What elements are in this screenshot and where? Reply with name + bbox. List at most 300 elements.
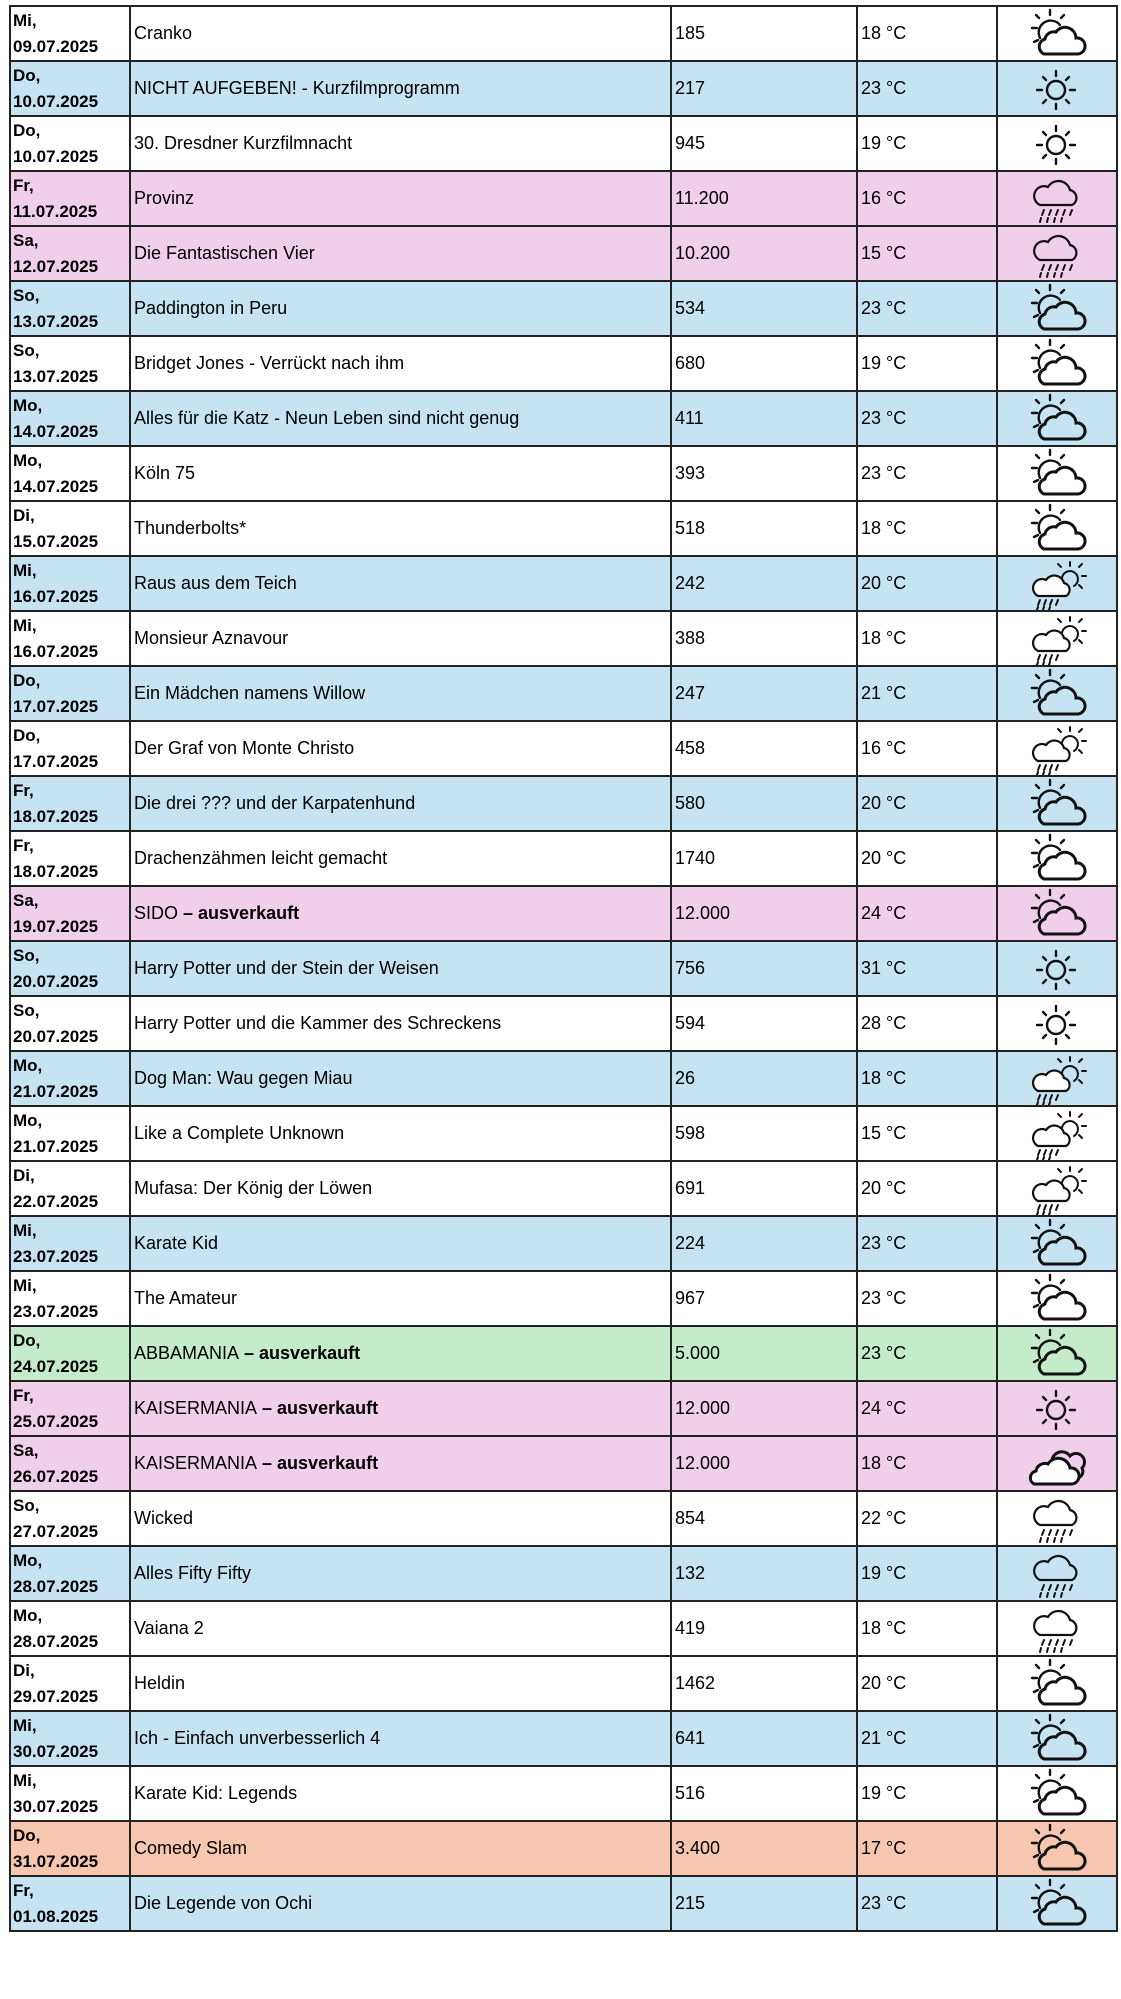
date-cell bbox=[10, 391, 130, 446]
sun-cloud-icon bbox=[1026, 393, 1088, 445]
temperature-cell bbox=[857, 556, 997, 611]
event-title-cell bbox=[130, 1656, 671, 1711]
visitor-count: 680 bbox=[675, 353, 706, 373]
sun-cloud-icon bbox=[1026, 448, 1088, 500]
visitors-cell bbox=[671, 1216, 857, 1271]
date-label: 14.07.2025 bbox=[13, 477, 99, 496]
date-cell bbox=[10, 1766, 130, 1821]
weather-cell bbox=[997, 1051, 1117, 1106]
visitors-cell bbox=[671, 446, 857, 501]
date-label: 18.07.2025 bbox=[13, 862, 99, 881]
event-title: The Amateur bbox=[134, 1288, 238, 1308]
weekday-label: Fr, bbox=[13, 1386, 34, 1405]
temperature-cell bbox=[857, 336, 997, 391]
date-cell bbox=[10, 116, 130, 171]
sun-cloud-icon bbox=[1026, 1878, 1088, 1930]
date-cell bbox=[10, 1876, 130, 1931]
weather-cell bbox=[997, 1491, 1117, 1546]
visitors-cell bbox=[671, 1381, 857, 1436]
date-cell bbox=[10, 996, 130, 1051]
sun-cloud-icon bbox=[1026, 1658, 1088, 1710]
table-row bbox=[10, 941, 1117, 996]
event-title: Dog Man: Wau gegen Miau bbox=[134, 1068, 353, 1088]
weekday-label: Mo, bbox=[13, 1111, 43, 1130]
event-title: Drachenzähmen leicht gemacht bbox=[134, 848, 388, 868]
temperature: 20 °C bbox=[861, 1673, 907, 1693]
rain-icon bbox=[1026, 173, 1088, 225]
table-row bbox=[10, 446, 1117, 501]
date-label: 09.07.2025 bbox=[13, 37, 99, 56]
weekday-label: So, bbox=[13, 1001, 40, 1020]
temperature-cell bbox=[857, 1216, 997, 1271]
date-label: 20.07.2025 bbox=[13, 972, 99, 991]
date-cell bbox=[10, 721, 130, 776]
date-label: 18.07.2025 bbox=[13, 807, 99, 826]
weekday-label: Do, bbox=[13, 726, 41, 745]
weekday-label: Di, bbox=[13, 1166, 35, 1185]
table-row bbox=[10, 776, 1117, 831]
date-label: 29.07.2025 bbox=[13, 1687, 99, 1706]
table-row bbox=[10, 1326, 1117, 1381]
date-cell bbox=[10, 226, 130, 281]
visitors-cell bbox=[671, 611, 857, 666]
event-title: Vaiana 2 bbox=[134, 1618, 204, 1638]
clouds-icon bbox=[1026, 1438, 1088, 1490]
event-title-cell bbox=[130, 1821, 671, 1876]
date-cell bbox=[10, 1601, 130, 1656]
sun-cloud-icon bbox=[1026, 888, 1088, 940]
weekday-label: Sa, bbox=[13, 891, 39, 910]
visitor-count: 3.400 bbox=[675, 1838, 721, 1858]
date-cell bbox=[10, 1821, 130, 1876]
table-row bbox=[10, 6, 1117, 61]
date-cell bbox=[10, 1656, 130, 1711]
event-title-cell bbox=[130, 1271, 671, 1326]
visitor-count: 12.000 bbox=[675, 1398, 731, 1418]
temperature-cell bbox=[857, 996, 997, 1051]
temperature-cell bbox=[857, 776, 997, 831]
sun-cloud-icon bbox=[1026, 1273, 1088, 1325]
event-title-cell bbox=[130, 1216, 671, 1271]
weather-cell bbox=[997, 666, 1117, 721]
date-cell bbox=[10, 1271, 130, 1326]
event-title: Alles für die Katz - Neun Leben sind nicht genug bbox=[134, 408, 520, 428]
temperature: 15 °C bbox=[861, 243, 907, 263]
date-cell bbox=[10, 6, 130, 61]
date-cell bbox=[10, 171, 130, 226]
visitors-cell bbox=[671, 1766, 857, 1821]
event-title: KAISERMANIA bbox=[134, 1398, 258, 1418]
sun-cloud-icon bbox=[1026, 1768, 1088, 1820]
visitor-count: 411 bbox=[675, 408, 704, 428]
visitors-cell bbox=[671, 226, 857, 281]
weekday-label: Sa, bbox=[13, 1441, 39, 1460]
weather-cell bbox=[997, 226, 1117, 281]
date-label: 24.07.2025 bbox=[13, 1357, 99, 1376]
weekday-label: Do, bbox=[13, 66, 41, 85]
visitor-count: 419 bbox=[675, 1618, 706, 1638]
table-row bbox=[10, 281, 1117, 336]
date-cell bbox=[10, 556, 130, 611]
table-row bbox=[10, 1876, 1117, 1931]
weekday-label: Mo, bbox=[13, 1606, 43, 1625]
event-title: Alles Fifty Fifty bbox=[134, 1563, 252, 1583]
temperature: 16 °C bbox=[861, 188, 907, 208]
temperature-cell bbox=[857, 721, 997, 776]
event-title-cell bbox=[130, 721, 671, 776]
visitor-count: 641 bbox=[675, 1728, 706, 1748]
event-title-cell bbox=[130, 1601, 671, 1656]
event-title-cell bbox=[130, 831, 671, 886]
event-title-cell bbox=[130, 501, 671, 556]
date-label: 13.07.2025 bbox=[13, 367, 99, 386]
visitors-cell bbox=[671, 886, 857, 941]
visitor-count: 534 bbox=[675, 298, 706, 318]
event-title: Die Legende von Ochi bbox=[134, 1893, 313, 1913]
event-title-cell bbox=[130, 996, 671, 1051]
date-label: 16.07.2025 bbox=[13, 587, 99, 606]
temperature-cell bbox=[857, 1106, 997, 1161]
date-label: 17.07.2025 bbox=[13, 752, 99, 771]
visitor-count: 185 bbox=[675, 23, 706, 43]
event-title-cell bbox=[130, 1491, 671, 1546]
date-cell bbox=[10, 501, 130, 556]
weekday-label: Do, bbox=[13, 1826, 41, 1845]
temperature: 23 °C bbox=[861, 1233, 907, 1253]
weekday-label: So, bbox=[13, 1496, 40, 1515]
temperature-cell bbox=[857, 831, 997, 886]
sun-cloud-icon bbox=[1026, 668, 1088, 720]
date-label: 12.07.2025 bbox=[13, 257, 99, 276]
sun-cloud-rain-icon bbox=[1026, 613, 1088, 665]
visitor-count: 1462 bbox=[675, 1673, 716, 1693]
visitors-cell bbox=[671, 776, 857, 831]
event-title: NICHT AUFGEBEN! - Kurzfilmprogramm bbox=[134, 78, 460, 98]
rain-icon bbox=[1026, 228, 1088, 280]
temperature-cell bbox=[857, 941, 997, 996]
event-title: Der Graf von Monte Christo bbox=[134, 738, 355, 758]
date-cell bbox=[10, 61, 130, 116]
event-title-cell bbox=[130, 281, 671, 336]
date-cell bbox=[10, 1326, 130, 1381]
visitors-cell bbox=[671, 1656, 857, 1711]
weather-cell bbox=[997, 1821, 1117, 1876]
event-title-cell bbox=[130, 1326, 671, 1381]
visitors-cell bbox=[671, 666, 857, 721]
date-label: 25.07.2025 bbox=[13, 1412, 99, 1431]
event-title: Ein Mädchen namens Willow bbox=[134, 683, 366, 703]
sun-cloud-rain-icon bbox=[1026, 1108, 1088, 1160]
temperature: 19 °C bbox=[861, 1563, 907, 1583]
weather-cell bbox=[997, 391, 1117, 446]
temperature: 23 °C bbox=[861, 1343, 907, 1363]
rain-icon bbox=[1026, 1603, 1088, 1655]
date-label: 15.07.2025 bbox=[13, 532, 99, 551]
event-title: KAISERMANIA bbox=[134, 1453, 258, 1473]
visitor-count: 393 bbox=[675, 463, 706, 483]
visitors-cell bbox=[671, 1161, 857, 1216]
date-cell bbox=[10, 886, 130, 941]
date-cell bbox=[10, 611, 130, 666]
visitors-cell bbox=[671, 1821, 857, 1876]
date-label: 01.08.2025 bbox=[13, 1907, 99, 1926]
event-title: Mufasa: Der König der Löwen bbox=[134, 1178, 373, 1198]
weekday-label: Mi, bbox=[13, 1716, 37, 1735]
temperature: 18 °C bbox=[861, 1068, 907, 1088]
sun-icon bbox=[1026, 998, 1088, 1050]
event-title: Die drei ??? und der Karpatenhund bbox=[134, 793, 416, 813]
weather-cell bbox=[997, 171, 1117, 226]
temperature: 28 °C bbox=[861, 1013, 907, 1033]
sun-cloud-rain-icon bbox=[1026, 1053, 1088, 1105]
visitors-cell bbox=[671, 171, 857, 226]
weekday-label: Mi, bbox=[13, 561, 37, 580]
visitor-count: 945 bbox=[675, 133, 706, 153]
temperature: 24 °C bbox=[861, 903, 907, 923]
table-row bbox=[10, 1656, 1117, 1711]
weekday-label: Mi, bbox=[13, 1771, 37, 1790]
visitor-count: 458 bbox=[675, 738, 706, 758]
temperature: 23 °C bbox=[861, 78, 907, 98]
event-title-cell bbox=[130, 886, 671, 941]
weather-cell bbox=[997, 776, 1117, 831]
visitor-count: 1740 bbox=[675, 848, 716, 868]
weather-cell bbox=[997, 721, 1117, 776]
weekday-label: Mo, bbox=[13, 1056, 43, 1075]
temperature-cell bbox=[857, 116, 997, 171]
table-row bbox=[10, 556, 1117, 611]
weekday-label: Do, bbox=[13, 671, 41, 690]
event-title-cell bbox=[130, 1711, 671, 1766]
event-title-cell bbox=[130, 1106, 671, 1161]
event-title-cell bbox=[130, 61, 671, 116]
date-label: 20.07.2025 bbox=[13, 1027, 99, 1046]
visitor-count: 247 bbox=[675, 683, 706, 703]
weekday-label: So, bbox=[13, 286, 40, 305]
temperature: 19 °C bbox=[861, 133, 907, 153]
sun-cloud-rain-icon bbox=[1026, 558, 1088, 610]
event-title-cell bbox=[130, 6, 671, 61]
event-title: 30. Dresdner Kurzfilmnacht bbox=[134, 133, 353, 153]
visitors-cell bbox=[671, 501, 857, 556]
visitors-cell bbox=[671, 281, 857, 336]
temperature-cell bbox=[857, 1161, 997, 1216]
event-title-cell bbox=[130, 556, 671, 611]
event-title-cell bbox=[130, 446, 671, 501]
table-row bbox=[10, 61, 1117, 116]
event-title-cell bbox=[130, 666, 671, 721]
sun-icon bbox=[1026, 118, 1088, 170]
weekday-label: Fr, bbox=[13, 781, 34, 800]
weekday-label: Mo, bbox=[13, 451, 43, 470]
temperature: 23 °C bbox=[861, 463, 907, 483]
temperature: 15 °C bbox=[861, 1123, 907, 1143]
visitors-cell bbox=[671, 556, 857, 611]
visitor-count: 11.200 bbox=[675, 188, 729, 208]
event-title-cell bbox=[130, 391, 671, 446]
weather-cell bbox=[997, 1601, 1117, 1656]
temperature: 23 °C bbox=[861, 1893, 907, 1913]
date-label: 10.07.2025 bbox=[13, 147, 99, 166]
temperature-cell bbox=[857, 611, 997, 666]
weekday-label: Fr, bbox=[13, 1881, 34, 1900]
temperature-cell bbox=[857, 6, 997, 61]
temperature: 18 °C bbox=[861, 23, 907, 43]
weekday-label: Do, bbox=[13, 121, 41, 140]
temperature: 17 °C bbox=[861, 1838, 907, 1858]
temperature-cell bbox=[857, 1436, 997, 1491]
table-row bbox=[10, 611, 1117, 666]
visitor-count: 12.000 bbox=[675, 903, 731, 923]
date-cell bbox=[10, 1106, 130, 1161]
temperature-cell bbox=[857, 171, 997, 226]
date-cell bbox=[10, 1491, 130, 1546]
temperature-cell bbox=[857, 61, 997, 116]
visitors-cell bbox=[671, 1546, 857, 1601]
date-label: 26.07.2025 bbox=[13, 1467, 99, 1486]
date-cell bbox=[10, 336, 130, 391]
event-title-cell bbox=[130, 1381, 671, 1436]
rain-icon bbox=[1026, 1548, 1088, 1600]
visitor-count: 516 bbox=[675, 1783, 706, 1803]
visitor-count: 854 bbox=[675, 1508, 706, 1528]
visitor-count: 580 bbox=[675, 793, 706, 813]
visitor-count: 5.000 bbox=[675, 1343, 721, 1363]
temperature-cell bbox=[857, 446, 997, 501]
weather-cell bbox=[997, 996, 1117, 1051]
event-title: SIDO bbox=[134, 903, 179, 923]
event-title: Karate Kid: Legends bbox=[134, 1783, 298, 1803]
event-title: Karate Kid bbox=[134, 1233, 219, 1253]
event-title-cell bbox=[130, 1546, 671, 1601]
event-title: ABBAMANIA bbox=[134, 1343, 240, 1363]
date-cell bbox=[10, 446, 130, 501]
sun-icon bbox=[1026, 943, 1088, 995]
temperature: 22 °C bbox=[861, 1508, 907, 1528]
date-label: 17.07.2025 bbox=[13, 697, 99, 716]
event-title: Thunderbolts* bbox=[134, 518, 247, 538]
soldout-label: – ausverkauft bbox=[257, 1453, 379, 1473]
weather-cell bbox=[997, 446, 1117, 501]
event-title: Paddington in Peru bbox=[134, 298, 288, 318]
event-title: Ich - Einfach unverbesserlich 4 bbox=[134, 1728, 381, 1748]
temperature-cell bbox=[857, 1051, 997, 1106]
date-label: 28.07.2025 bbox=[13, 1632, 99, 1651]
temperature: 23 °C bbox=[861, 1288, 907, 1308]
weather-cell bbox=[997, 1876, 1117, 1931]
date-cell bbox=[10, 831, 130, 886]
visitors-cell bbox=[671, 391, 857, 446]
event-title: Monsieur Aznavour bbox=[134, 628, 289, 648]
event-title-cell bbox=[130, 1161, 671, 1216]
date-cell bbox=[10, 1436, 130, 1491]
date-cell bbox=[10, 1711, 130, 1766]
table-row bbox=[10, 1821, 1117, 1876]
visitor-count: 215 bbox=[675, 1893, 706, 1913]
visitor-count: 518 bbox=[675, 518, 706, 538]
temperature-cell bbox=[857, 1491, 997, 1546]
visitor-count: 217 bbox=[675, 78, 706, 98]
weather-cell bbox=[997, 1161, 1117, 1216]
date-label: 22.07.2025 bbox=[13, 1192, 99, 1211]
temperature: 23 °C bbox=[861, 298, 907, 318]
date-cell bbox=[10, 941, 130, 996]
date-cell bbox=[10, 1381, 130, 1436]
visitors-cell bbox=[671, 831, 857, 886]
weather-cell bbox=[997, 886, 1117, 941]
temperature-cell bbox=[857, 1656, 997, 1711]
visitors-cell bbox=[671, 941, 857, 996]
date-label: 11.07.2025 bbox=[13, 202, 98, 221]
temperature: 20 °C bbox=[861, 793, 907, 813]
visitors-cell bbox=[671, 1271, 857, 1326]
sun-cloud-icon bbox=[1026, 8, 1088, 60]
table-row bbox=[10, 116, 1117, 171]
weekday-label: Fr, bbox=[13, 176, 34, 195]
event-title: Wicked bbox=[134, 1508, 194, 1528]
visitors-cell bbox=[671, 721, 857, 776]
table-row bbox=[10, 1271, 1117, 1326]
weekday-label: Mo, bbox=[13, 396, 43, 415]
visitors-cell bbox=[671, 116, 857, 171]
table-row bbox=[10, 1601, 1117, 1656]
event-title: Harry Potter und die Kammer des Schreckens bbox=[134, 1013, 502, 1033]
event-title-cell bbox=[130, 226, 671, 281]
temperature-cell bbox=[857, 1821, 997, 1876]
table-row bbox=[10, 226, 1117, 281]
soldout-label: – ausverkauft bbox=[239, 1343, 361, 1363]
weather-cell bbox=[997, 1711, 1117, 1766]
date-label: 21.07.2025 bbox=[13, 1137, 99, 1156]
weather-cell bbox=[997, 1381, 1117, 1436]
sun-icon bbox=[1026, 63, 1088, 115]
date-label: 10.07.2025 bbox=[13, 92, 99, 111]
weather-cell bbox=[997, 611, 1117, 666]
weekday-label: Mi, bbox=[13, 11, 37, 30]
table-row bbox=[10, 831, 1117, 886]
temperature: 18 °C bbox=[861, 1618, 907, 1638]
temperature: 18 °C bbox=[861, 1453, 907, 1473]
weather-cell bbox=[997, 6, 1117, 61]
date-label: 30.07.2025 bbox=[13, 1742, 99, 1761]
visitors-cell bbox=[671, 1326, 857, 1381]
date-label: 30.07.2025 bbox=[13, 1797, 99, 1816]
date-label: 21.07.2025 bbox=[13, 1082, 99, 1101]
event-title-cell bbox=[130, 1766, 671, 1821]
visitor-count: 756 bbox=[675, 958, 706, 978]
table-row bbox=[10, 336, 1117, 391]
date-label: 28.07.2025 bbox=[13, 1577, 99, 1596]
temperature-cell bbox=[857, 1766, 997, 1821]
event-title-cell bbox=[130, 1051, 671, 1106]
visitors-cell bbox=[671, 1106, 857, 1161]
visitor-count: 242 bbox=[675, 573, 706, 593]
sun-cloud-icon bbox=[1026, 1218, 1088, 1270]
date-cell bbox=[10, 1546, 130, 1601]
weekday-label: Mi, bbox=[13, 1276, 37, 1295]
event-title-cell bbox=[130, 1436, 671, 1491]
weather-cell bbox=[997, 556, 1117, 611]
visitors-cell bbox=[671, 1711, 857, 1766]
date-label: 13.07.2025 bbox=[13, 312, 99, 331]
table-row bbox=[10, 886, 1117, 941]
visitors-cell bbox=[671, 1876, 857, 1931]
event-title: Heldin bbox=[134, 1673, 186, 1693]
date-cell bbox=[10, 1051, 130, 1106]
visitors-cell bbox=[671, 1051, 857, 1106]
table-row bbox=[10, 996, 1117, 1051]
event-title-cell bbox=[130, 611, 671, 666]
